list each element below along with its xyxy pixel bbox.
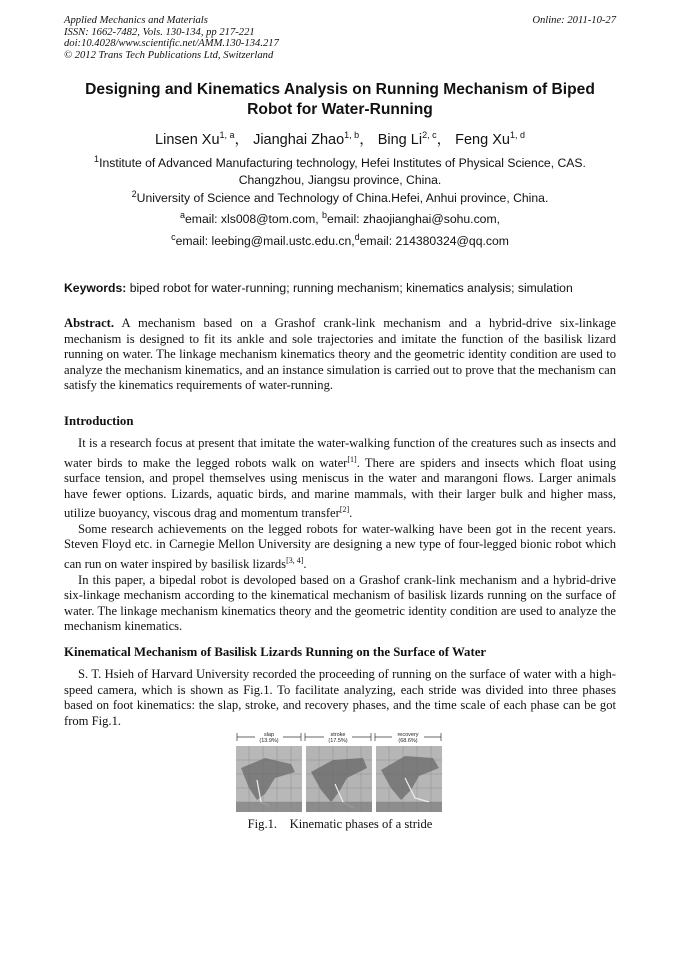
author-list bbox=[64, 126, 616, 149]
phase-pct-slap: (13.9%) bbox=[259, 738, 279, 744]
author-name: Jianghai Zhao bbox=[253, 131, 345, 148]
email-sup: b bbox=[322, 210, 328, 220]
aff2-text: University of Science and Technology of China.Hefei, Anhui province, China. bbox=[136, 191, 549, 206]
aff-sup: 1 bbox=[94, 154, 100, 164]
abstract bbox=[64, 316, 616, 394]
phase-pct-recovery: (68.6%) bbox=[398, 738, 418, 744]
doi: doi:10.4028/www.scientific.net/AMM.130-134.217 bbox=[64, 38, 279, 50]
keywords-label: Keywords: bbox=[64, 281, 127, 295]
photo-panel-recovery bbox=[376, 746, 442, 812]
figure-1-kinematic-phases bbox=[235, 728, 443, 814]
abstract-label: Abstract. bbox=[64, 316, 115, 330]
introduction-body bbox=[64, 436, 616, 635]
figure-1-caption: Fig.1. Kinematic phases of a stride bbox=[247, 817, 433, 831]
phase-pct-stroke: (17.5%) bbox=[328, 738, 348, 744]
intro-p1-text-a: It is a research focus at present that imitate the water-walking function of the creatures such as insects and water birds to make the legged robots walk on water bbox=[64, 436, 616, 470]
author-sup: 1, a bbox=[219, 130, 235, 140]
section2-body bbox=[64, 667, 616, 729]
author-name: Linsen Xu bbox=[155, 131, 220, 148]
author-separator: ， bbox=[359, 131, 374, 148]
citation-1[interactable]: [1] bbox=[347, 454, 357, 464]
title-line-2: Robot for Water-Running bbox=[247, 101, 433, 118]
email-d[interactable]: email: 214380324@qq.com bbox=[359, 234, 509, 249]
email-c[interactable]: email: leebing@mail.ustc.edu.cn, bbox=[175, 234, 355, 249]
affiliation-2 bbox=[64, 186, 616, 207]
section-heading-kinematical-mechanism: Kinematical Mechanism of Basilisk Lizards Running on the Surface of Water bbox=[64, 645, 487, 659]
intro-paragraph-2 bbox=[64, 522, 616, 573]
online-date: Online: 2011-10-27 bbox=[532, 15, 616, 26]
phase-label-slap: slap bbox=[263, 732, 275, 738]
copyright: © 2012 Trans Tech Publications Ltd, Switzerland bbox=[64, 49, 274, 61]
phase-label-stroke: stroke bbox=[330, 732, 346, 738]
email-a[interactable]: email: xls008@tom.com, bbox=[185, 212, 323, 227]
keywords-text: biped robot for water-running; running mechanism; kinematics analysis; simulation bbox=[126, 281, 573, 295]
intro-p1-text-c: . bbox=[349, 506, 353, 521]
email-line-1 bbox=[64, 207, 616, 228]
author-separator: ， bbox=[234, 131, 250, 148]
intro-p2-text-b: . bbox=[303, 557, 307, 572]
journal-name: Applied Mechanics and Materials bbox=[64, 15, 208, 26]
email-line-2 bbox=[64, 229, 616, 250]
email-b[interactable]: email: zhaojianghai@sohu.com, bbox=[327, 212, 500, 227]
affiliation-1 bbox=[64, 151, 616, 189]
paper-title bbox=[64, 80, 616, 120]
photo-panel-stroke bbox=[306, 746, 372, 812]
email-sup: d bbox=[354, 232, 360, 242]
issn: ISSN: 1662-7482, Vols. 130-134, pp 217-221 bbox=[64, 26, 255, 38]
aff-sup: 2 bbox=[131, 189, 137, 199]
author-sup: 2, c bbox=[422, 130, 437, 140]
email-sup: a bbox=[180, 210, 186, 220]
author-sup: 1, d bbox=[509, 130, 525, 140]
intro-p2-text-a: Some research achievements on the legged robots for water-walking have been got in the recent years. Steven Floyd etc. in Carnegie Mellon University are designing a new type of four-legged bionic robot which can run on water inspired by basilisk lizards bbox=[64, 521, 616, 572]
intro-p1-text-b: . There are spiders and insects which float using surface tension, and propel themselves using meniscus in the water and marangoni flows. Larger animals have fewer options. Lizards, aquatic birds, and marine mammals, with their larger bulk and higher mass, utilize buoyancy, viscous drag and momentum transfer bbox=[64, 455, 616, 521]
keywords bbox=[64, 280, 616, 296]
intro-paragraph-3: In this paper, a bipedal robot is devoloped based on a Grashof crank-link mechanism and a hybrid-drive six-linkage mechanism according to the kinematical mechanism of basilisk lizards running on the surface of water. The linkage mechanism kinematics theory and the geometric identity condition are used to analyze the mechanism kinematics. bbox=[64, 572, 616, 634]
author-separator: ， bbox=[436, 131, 452, 148]
section2-paragraph-1: S. T. Hsieh of Harvard University recorded the proceeding of running on the surface of water with a high-speed camera, which is shown as Fig.1. To facilitate analyzing, each stride was divided into three phases based on foot kinematics: the slap, stroke, and recovery phases, and the time scale of each phase can be got from Fig.1. bbox=[64, 667, 616, 728]
abstract-text: A mechanism based on a Grashof crank-link mechanism and a hybrid-drive six-linkage mechanism is designed to fit its ankle and sole trajectories and imitate the function of the basilisk lizard running on water. The linkage mechanism kinematics theory and the geometric identity condition are used to analyze the mechanism kinematics, and an instance simulation is carried out to prove that the mechanism can satisfy the kinematics requirements of water-running. bbox=[64, 316, 616, 392]
title-line-1: Designing and Kinematics Analysis on Running Mechanism of Biped bbox=[85, 81, 595, 98]
author-sup: 1, b bbox=[344, 130, 360, 140]
phase-label-recovery: recovery bbox=[397, 732, 419, 738]
citation-3-4[interactable]: [3, 4] bbox=[286, 555, 304, 565]
author-name: Feng Xu bbox=[455, 131, 510, 148]
author-name: Bing Li bbox=[377, 131, 423, 148]
photo-panel-slap bbox=[236, 746, 302, 812]
aff1-line1: Institute of Advanced Manufacturing technology, Hefei Institutes of Physical Science, CAS. bbox=[99, 156, 586, 171]
section-heading-introduction: Introduction bbox=[64, 414, 134, 428]
journal-header bbox=[64, 15, 616, 61]
email-sup: c bbox=[171, 232, 176, 242]
citation-2[interactable]: [2] bbox=[339, 505, 350, 515]
aff1-line2: Changzhou, Jiangsu province, China. bbox=[238, 173, 442, 188]
intro-paragraph-1 bbox=[64, 436, 616, 522]
